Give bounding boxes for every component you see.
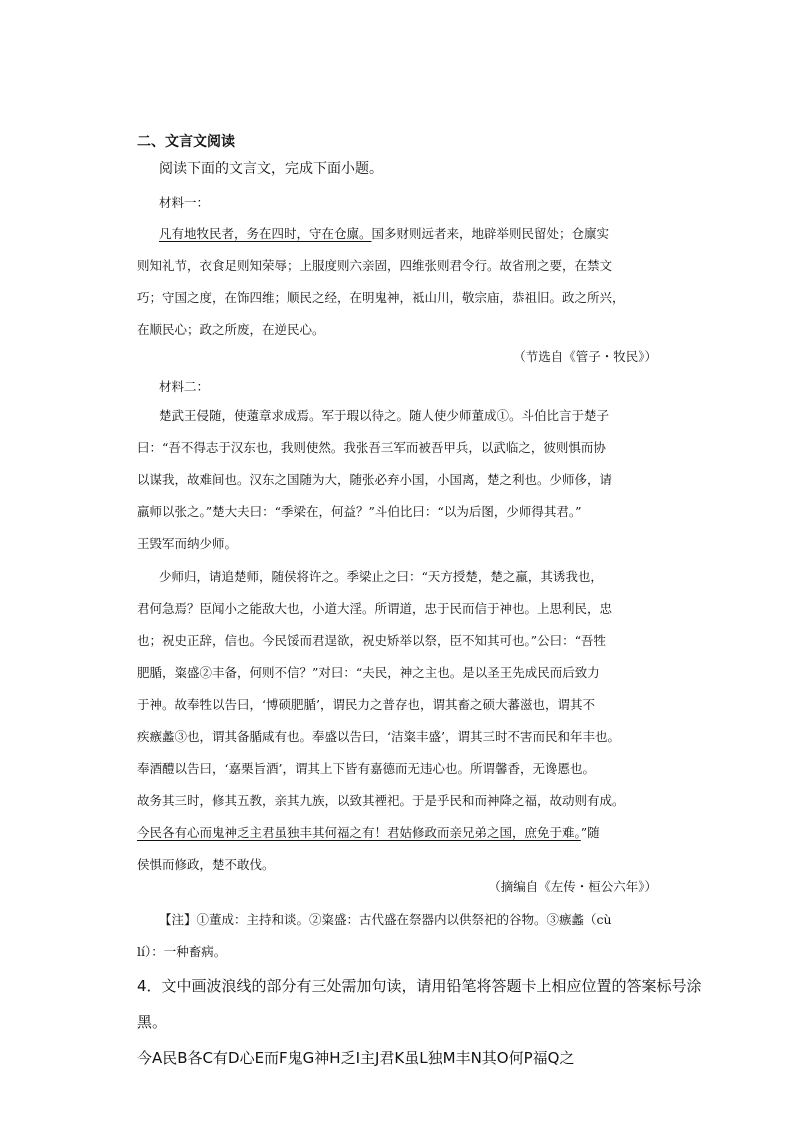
footnote-line: 【注】①董成：主持和谈。②粢盛：古代盛在祭器内以供祭祀的谷物。③瘯蠡（cù — [159, 912, 612, 927]
material1-source: （节选自《管子・牧民》） — [513, 349, 657, 364]
footnote — [137, 904, 657, 968]
material2-line: 王毁军而纳少师。 — [137, 536, 238, 551]
material1-line: 则知礼节，衣食足则知荣辱；上服度则六亲固，四维张则君令行。故省刑之要，在禁文 — [137, 258, 613, 273]
material2-underlined-text: 君姑修政而亲兄弟之国，庶免于难。 — [387, 825, 581, 840]
question-4 — [137, 968, 702, 1076]
section-heading: 二、文言文阅读 — [137, 134, 235, 150]
material2-line: 羸师以张之。”楚大夫曰：“季梁在，何益？”斗伯比曰：“以为后图，少师得其君。” — [137, 504, 582, 519]
question-options: 今A民B各C有D心E而F鬼G神H乏I主J君K虽L独M丰N其O何P福Q之 — [137, 1049, 575, 1067]
material2-line: 也；祝史正辞，信也。今民馁而君逞欲，祝史矫举以祭，臣不知其可也。”公曰：“吾牲 — [137, 633, 607, 648]
material2-line: 故务其三时，修其五教，亲其九族，以致其禋祀。于是乎民和而神降之福，故动则有成。 — [137, 793, 625, 808]
material2-line: 曰：“吾不得志于汉东也，我则使然。我张吾三军而被吾甲兵，以武临之，彼则惧而协 — [137, 440, 606, 455]
section-intro: 阅读下面的文言文，完成下面小题。 — [159, 161, 383, 177]
question-text: 黑。 — [137, 1013, 168, 1031]
material1-line: 凡有地牧民者，务在四时，守在仓廪。国多财则远者来，地辟举则民留处；仓廪实 — [159, 226, 610, 241]
material2-line: 肥腯，粢盛②丰备，何则不信？”对曰：“夫民，神之主也。是以圣王先成民而后致力 — [137, 665, 600, 680]
material2-line: 侯惧而修政，楚不敢伐。 — [137, 857, 275, 872]
material2-line: 奉酒醴以告曰，‘嘉栗旨酒’，谓其上下皆有嘉德而无违心也。所谓馨香，无谗慝也。 — [137, 761, 595, 776]
material1-line: 在顺民心；政之所废，在逆民心。 — [137, 322, 325, 337]
footnote-line: lí）：一种畜病。 — [137, 944, 227, 959]
material1-passage — [137, 218, 657, 346]
material2-underlined-text: 今民各有心而鬼神乏主君虽独丰其何福之有！ — [137, 825, 388, 840]
question-text: 4．文中画波浪线的部分有三处需加句读，请用铅笔将答题卡上相应位置的答案标号涂 — [137, 977, 702, 995]
material2-source: （摘编自《左传・桓公六年》） — [488, 879, 657, 894]
material2-line: 于神。故奉牲以告曰，‘博硕肥腯’，谓民力之普存也，谓其畜之硕大蕃滋也，谓其不 — [137, 697, 595, 712]
material2-paragraph1 — [137, 400, 657, 560]
material2-line: 楚武王侵随，使薳章求成焉。军于瑕以待之。随人使少师董成①。斗伯比言于楚子 — [159, 408, 610, 423]
material2-paragraph2 — [137, 561, 657, 881]
material2-line: 少师归，请追楚师，随侯将许之。季梁止之曰：“天方授楚，楚之羸，其诱我也， — [159, 569, 603, 584]
material1-line: 巧；守国之度，在饰四维；顺民之经，在明鬼神，祗山川，敬宗庙，恭祖旧。政之所兴， — [137, 290, 625, 305]
material2-line: 君何急焉？臣闻小之能敌大也，小道大淫。所谓道，忠于民而信于神也。上思利民，忠 — [137, 601, 613, 616]
material2-line: 以谋我，故难间也。汉东之国随为大，随张必弃小国，小国离，楚之利也。少师侈，请 — [137, 472, 613, 487]
material2-label: 材料二： — [159, 379, 210, 394]
material1-label: 材料一： — [159, 195, 210, 210]
material2-line: 今民各有心而鬼神乏主君虽独丰其何福之有！君姑修政而亲兄弟之国，庶免于难。”随 — [137, 825, 600, 840]
material1-underlined-text: 凡有地牧民者，务在四时，守在仓廪。 — [159, 226, 372, 241]
material2-line: 疾瘯蠡③也，谓其备腯咸有也。奉盛以告曰，‘洁粢丰盛’，谓其三时不害而民和年丰也。 — [137, 729, 620, 744]
